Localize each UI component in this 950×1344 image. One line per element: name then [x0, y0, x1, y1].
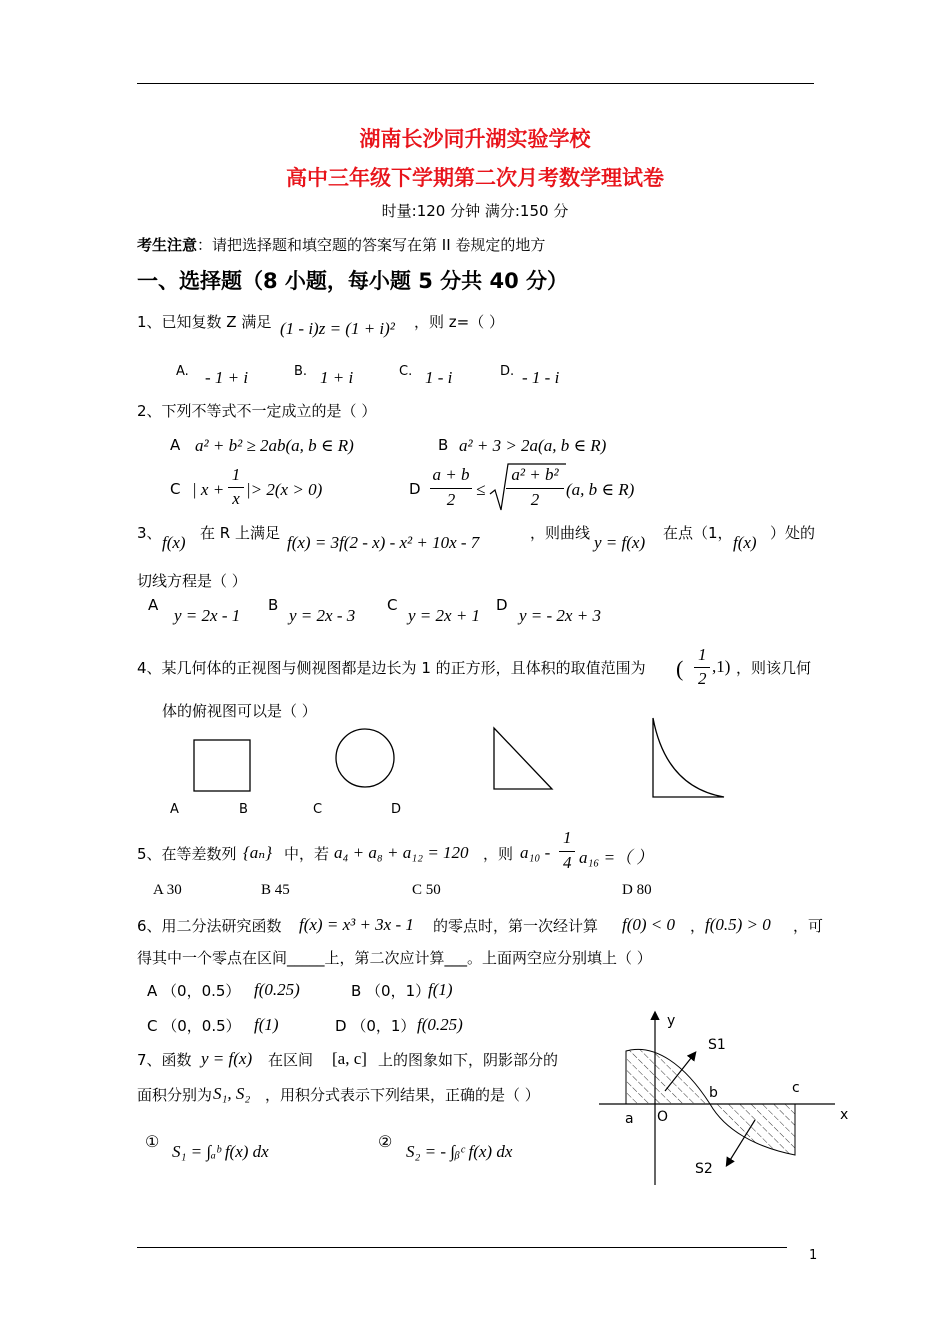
q3-opt-a-label: A	[148, 596, 159, 614]
q6-c2: f(0.5) > 0	[705, 915, 771, 934]
page-number: 1	[809, 1248, 818, 1263]
footer-rule	[137, 1247, 787, 1248]
graph-b-label: b	[709, 1085, 718, 1101]
q7-graph	[595, 1005, 860, 1190]
q3-opt-c-label: C	[387, 596, 398, 614]
q2-c-den: x	[232, 489, 240, 508]
circle-shape	[336, 729, 394, 787]
q6-fn: f(x) = x³ + 3x - 1	[299, 915, 414, 934]
q4-paren: (	[676, 656, 684, 681]
q5-seq: {aₙ}	[243, 843, 272, 862]
q4-label-a: A	[170, 802, 179, 817]
q7-l1c: 上的图象如下，阴影部分的	[378, 1051, 559, 1069]
q2-d-mid: ≤	[476, 480, 486, 499]
q1-opt-c: 1 - i	[425, 368, 453, 387]
q7-interval: [a, c]	[332, 1049, 367, 1068]
q2-c-label: C	[170, 480, 181, 498]
q7-areas: S₁, S₂	[213, 1084, 251, 1103]
notice-text: ：请把选择题和填空题的答案写在第 II 卷规定的地方	[197, 236, 546, 254]
q5-opt-d: D 80	[622, 882, 652, 898]
q4-label-b: B	[239, 802, 248, 817]
q1-tail: ，则 z=（ ）	[414, 313, 504, 331]
q7-o2-mark: ②	[378, 1134, 393, 1151]
s1-region	[626, 1049, 710, 1104]
q4-range-tail: ,1)	[712, 657, 731, 676]
q3-opt-a: y = 2x - 1	[174, 606, 241, 625]
q6-opt-c-label: C （0，0.5）	[147, 1017, 241, 1035]
notice-label: 考生注意	[137, 236, 198, 254]
q1-opt-b: 1 + i	[320, 368, 354, 387]
q6-line2: 得其中一个零点在区间_____上，第二次应计算___。上面两空应分别填上（ ）	[137, 949, 652, 967]
q5-frac-den: 4	[563, 853, 572, 872]
q2-b: a² + 3 > 2a(a, b ∈ R)	[459, 436, 607, 455]
q4-frac-den: 2	[698, 669, 707, 688]
q3-eq: f(x) = 3f(2 - x) - x² + 10x - 7	[287, 533, 480, 552]
q5-expr-post: a₁₆ =（ ）	[579, 848, 654, 867]
graph-o-label: O	[657, 1109, 669, 1125]
q2-d-den: 2	[446, 490, 456, 509]
q2-b-label: B	[438, 436, 449, 454]
q6-stem: 6、用二分法研究函数	[137, 917, 282, 935]
q2-stem: 2、下列不等式不一定成立的是（ ）	[137, 402, 377, 420]
q6-sep: ，	[690, 917, 706, 935]
square-shape	[194, 740, 250, 791]
q2-d-rbar	[506, 488, 564, 489]
q7-l2a: 面积分别为	[137, 1086, 213, 1104]
q3-opt-d-label: D	[496, 596, 508, 614]
graph-a-label: a	[625, 1111, 634, 1127]
q5-opt-b: B 45	[261, 882, 290, 898]
q5-opt-c: C 50	[412, 882, 441, 898]
q4-line2: 体的俯视图可以是（ ）	[162, 702, 317, 720]
q2-c-fraction-bar	[228, 487, 244, 488]
q6-t1: 的零点时，第一次经计算	[433, 917, 599, 935]
q5-stem: 5、在等差数列	[137, 845, 237, 863]
q3-f1: f(x)	[162, 533, 186, 552]
q1-opt-c-label: C.	[399, 364, 413, 379]
time-info: 时量:120 分钟 满分:150 分	[381, 202, 569, 220]
q2-d-fraction-bar	[430, 488, 472, 489]
q6-opt-a: f(0.25)	[254, 980, 300, 999]
curved-shape	[653, 718, 724, 797]
q3-t2: ，则曲线	[530, 524, 591, 542]
q1-formula: (1 - i)z = (1 + i)²	[280, 319, 395, 338]
q5-opt-a: A 30	[153, 882, 182, 898]
q1-opt-d: - 1 - i	[522, 368, 560, 387]
notice	[137, 234, 545, 255]
q6-opt-a-label: A （0，0.5）	[147, 982, 241, 1000]
q7-fn: y = f(x)	[201, 1049, 253, 1068]
q4-label-c: C	[313, 802, 323, 817]
graph-s2-label: S2	[695, 1161, 713, 1177]
q6-t2: ，可	[793, 917, 824, 935]
q6-opt-b-label: B （0，1）	[351, 982, 431, 1000]
school-title: 湖南长沙同升湖实验学校	[359, 127, 591, 151]
q5-mid: 中，若	[284, 845, 330, 863]
graph-c-label: c	[792, 1080, 800, 1096]
q5-expr-pre: a₁₀ -	[520, 843, 551, 862]
q3-opt-b-label: B	[268, 596, 279, 614]
graph-s1-label: S1	[708, 1037, 726, 1053]
graph-y-label: y	[667, 1013, 676, 1029]
graph-x-label: x	[840, 1107, 849, 1123]
q2-c-post: |> 2(x > 0)	[246, 480, 323, 499]
triangle-shape	[494, 728, 552, 789]
q4-shapes	[180, 715, 740, 805]
q7-o1-mark: ①	[145, 1134, 160, 1151]
q1-stem	[137, 311, 271, 332]
q6-c1: f(0) < 0	[622, 915, 676, 934]
q3-t1: 在 R 上满足	[200, 524, 280, 542]
q5-frac-bar	[559, 851, 575, 852]
q6-opt-d: f(0.25)	[417, 1015, 463, 1034]
q2-d-label: D	[409, 480, 421, 498]
q3-opt-d: y = - 2x + 3	[519, 606, 601, 625]
q7-l2b: ，用积分式表示下列结果，正确的是（ ）	[265, 1086, 540, 1104]
q4-line1a: 4、某几何体的正视图与侧视图都是边长为 1 的正方形，且体积的取值范围为	[137, 659, 646, 677]
q4-frac-bar	[694, 667, 710, 668]
q2-d-rden: 2	[530, 490, 540, 509]
q3-t3: 在点（1，	[663, 524, 733, 542]
q5-then: ，则	[483, 845, 514, 863]
q4-label-d: D	[391, 802, 402, 817]
q3-opt-c: y = 2x + 1	[408, 606, 481, 625]
q3-f2: f(x)	[733, 533, 757, 552]
q5-cond: a₄ + a₈ + a₁₂ = 120	[334, 843, 469, 862]
s2-region	[710, 1104, 795, 1155]
q6-opt-b: f(1)	[428, 980, 453, 999]
q7-l1b: 在区间	[268, 1051, 314, 1069]
q1-opt-a: - 1 + i	[205, 368, 249, 387]
exam-title: 高中三年级下学期第二次月考数学理试卷	[286, 166, 664, 190]
q2-d-rnum: a² + b²	[511, 465, 559, 484]
q1-opt-d-label: D.	[500, 364, 515, 379]
q6-opt-c: f(1)	[254, 1015, 279, 1034]
header-rule	[137, 83, 814, 84]
section-1-title: 一、选择题（8 小题，每小题 5 分共 40 分）	[137, 269, 569, 293]
q2-d-post: (a, b ∈ R)	[566, 480, 635, 499]
q2-c-pre: | x +	[192, 480, 225, 499]
q3-curve: y = f(x)	[594, 533, 646, 552]
q3-stem: 3、	[137, 524, 162, 542]
q2-c-num: 1	[231, 465, 241, 484]
q3-t4: ）处的	[770, 524, 816, 542]
q7-o1: S₁ = ∫ₐᵇ f(x) dx	[172, 1142, 269, 1161]
q4-frac-num: 1	[698, 645, 707, 664]
q3-opt-b: y = 2x - 3	[289, 606, 356, 625]
q6-opt-d-label: D （0，1）	[335, 1017, 416, 1035]
q1-opt-b-label: B.	[294, 364, 308, 379]
q3-line2: 切线方程是（ ）	[137, 572, 247, 590]
q2-a: a² + b² ≥ 2ab(a, b ∈ R)	[195, 436, 354, 455]
q4-line1b: ，则该几何	[736, 659, 812, 677]
q1-stem-text: 1、已知复数 Z 满足	[137, 313, 272, 331]
q7-o2: S₂ = - ∫ᵦᶜ f(x) dx	[406, 1142, 513, 1161]
q2-d-num: a + b	[432, 465, 470, 484]
q2-a-label: A	[170, 436, 181, 454]
q1-opt-a-label: A.	[176, 364, 189, 379]
q5-frac-num: 1	[563, 828, 572, 847]
q7-l1a: 7、函数	[137, 1051, 192, 1069]
